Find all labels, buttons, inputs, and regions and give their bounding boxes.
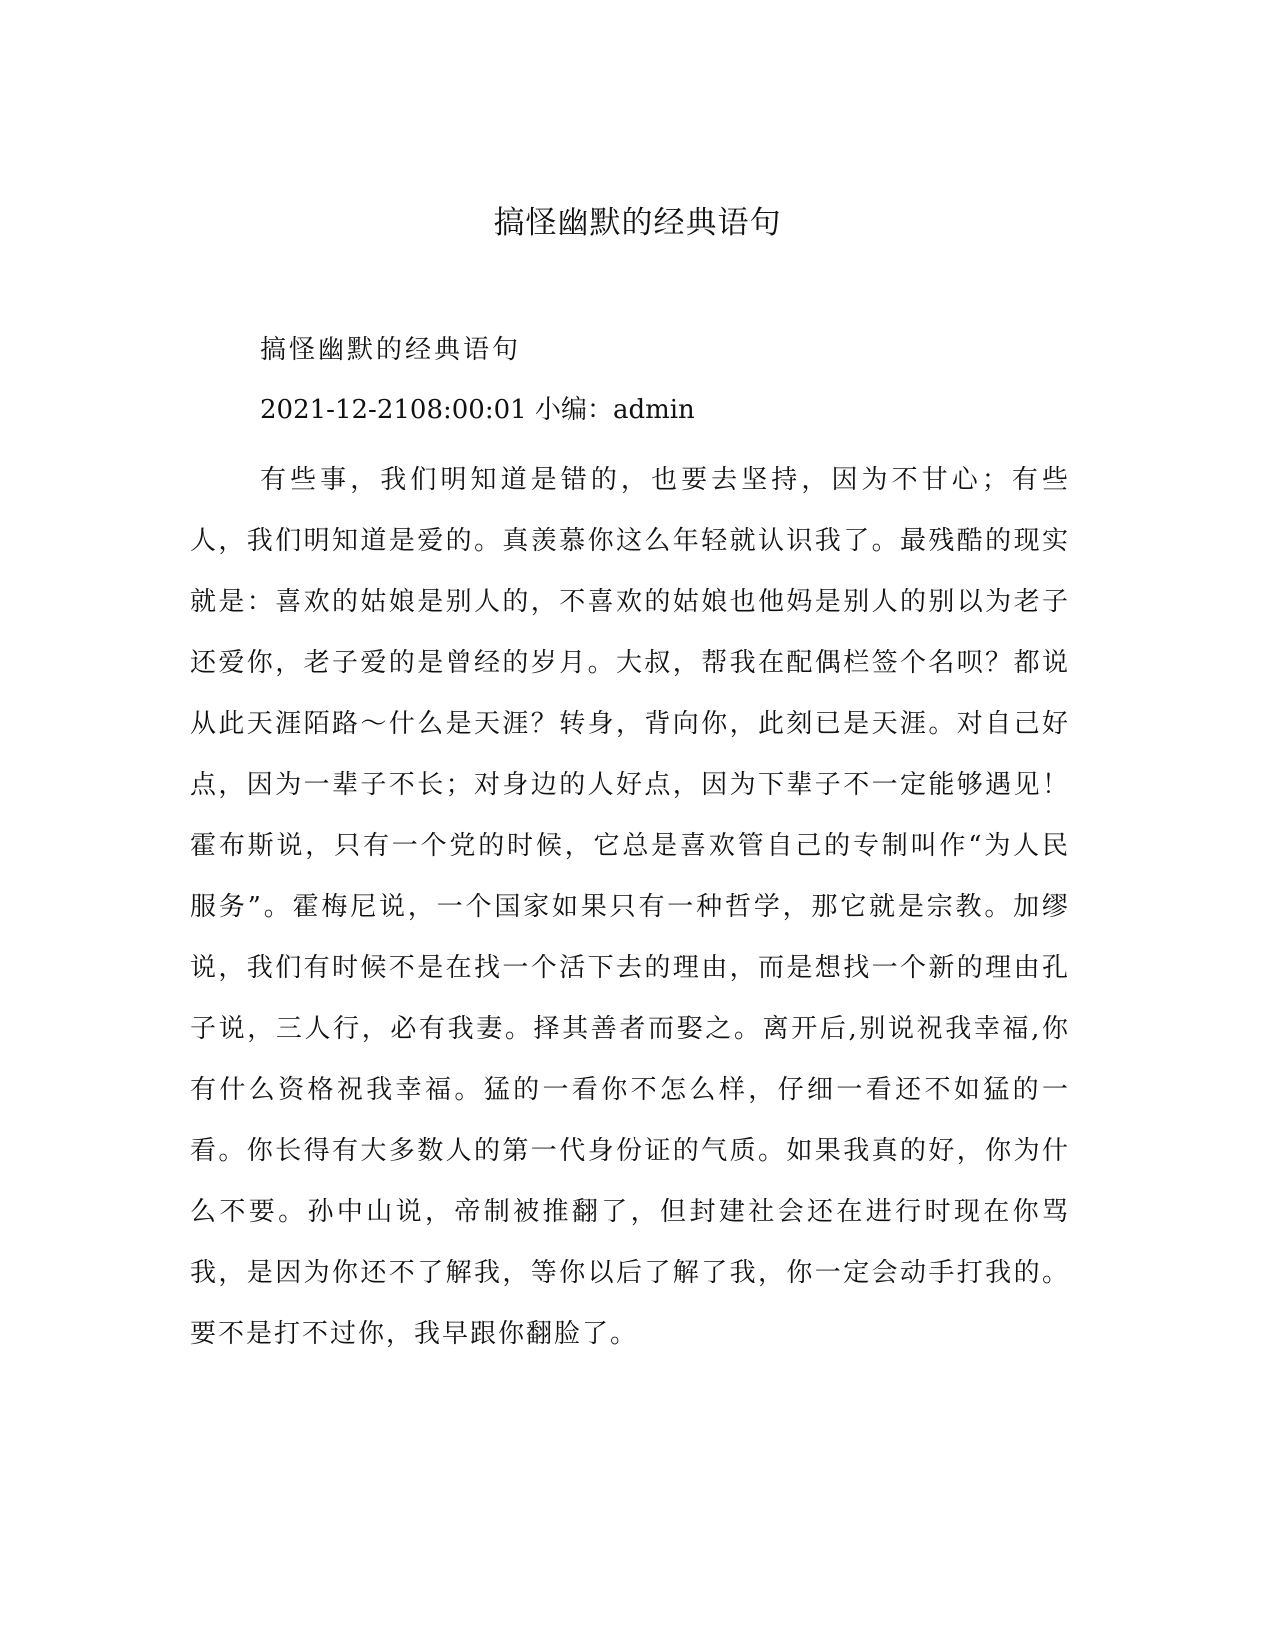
- page-title: 搞怪幽默的经典语句: [493, 205, 782, 241]
- article-body: 有些事，我们明知道是错的，也要去坚持，因为不甘心；有些人，我们明知道是爱的。真羡慕你这么年轻就认识我了。最残酷的现实就是：喜欢的姑娘是别人的，不喜欢的姑娘也他妈是别人的别以为老子还爱你，老子爱的是曾经的岁月。大叔，帮我在配偶栏签个名呗？都说从此天涯陌路～什么是天涯？转身，背向你，此刻已是天涯。对自己好点，因为一辈子不长；对身边的人好点，因为下辈子不一定能够遇见！霍布斯说，只有一个党的时候，它总是喜欢管自己的专制叫作“为人民服务”。霍梅尼说，一个国家如果只有一种哲学，那它就是宗教。加缪说，我们有时候不是在找一个活下去的理由，而是想找一个新的理由孔子说，三人行，必有我妻。择其善者而娶之。离开后,别说祝我幸福,你有什么资格祝我幸福。猛的一看你不怎么样，仔细一看还不如猛的一看。你长得有大多数人的第一代身份证的气质。如果我真的好，你为什么不要。孙中山说，帝制被推翻了，但封建社会还在进行时现在你骂我，是因为你还不了解我，等你以后了解了我，你一定会动手打我的。要不是打不过你，我早跟你翻脸了。: [190, 465, 1070, 1349]
- article-subtitle: 搞怪幽默的经典语句: [260, 335, 522, 365]
- article-meta: 2021-12-2108:00:01 小编：admin: [260, 395, 695, 425]
